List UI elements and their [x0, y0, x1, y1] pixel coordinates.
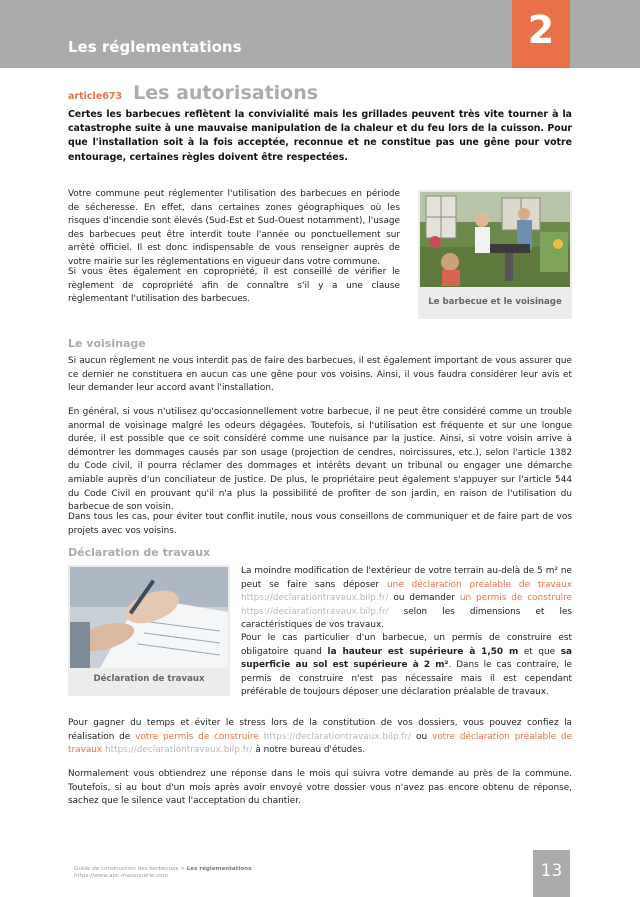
- declaration-writing-image: [70, 567, 228, 668]
- voisinage-paragraph-1: Si aucun règlement ne vous interdit pas de faire des barbecues, il est également important de vous assurer que ce dernier ne constituera en aucun cas une gêne pour vos voisins. Ainsi, il vous faudra considérer leur avis et leur demander leur accord avant l'installation.: [68, 356, 572, 394]
- article-number: article673: [68, 91, 123, 102]
- section1-paragraph-2: Si vous êtes également en copropriété, il est conseillé de vérifier le règlement de copropriété afin de connaître s'il y a une clause règlementant l'utilisation des barbecues.: [68, 267, 400, 305]
- closing-declaration-url[interactable]: https://declarationtravaux.bilp.fr/: [104, 745, 253, 756]
- closing-paragraph-1: Pour gagner du temps et éviter le stress lors de la constitution de vos dossiers, vous pouvez confiez la réalisation de votre permis de construire https://declarationtravaux.bilp.fr/ ou votre déclaration préalable de travaux https://declarationtravaux.bilp.fr/ à notre bureau d'études.: [68, 718, 573, 756]
- intro-paragraph: Certes les barbecues reflètent la convivialité mais les grillades peuvent très vite tourner à la catastrophe suite à une mauvaise manipulation de la chaleur et du feu lors de la cuisson. Pour que l'installation soit à la fois acceptée, reconnue et ne constitue pas une gêne pour votre entourage, certaines règles doivent être respectées.: [68, 109, 572, 163]
- closing-paragraph-2: Normalement vous obtiendrez une réponse dans le mois qui suivra votre demande au près de la commune. Toutefois, si au bout d'un mois après avoir envoyé votre dossier vous n'avez pas encore obtenu de réponse, sachez que le silence vaut l'acceptation du chantier.: [68, 769, 572, 807]
- permis-construire-link[interactable]: un permis de construire: [459, 593, 572, 604]
- declaration-prealable-link[interactable]: une déclaration préalable de travaux: [387, 579, 572, 590]
- footer-url[interactable]: https://www.abc-maconnerie.com: [74, 873, 169, 879]
- voisinage-paragraph-2: En général, si vous n'utilisez qu'occasionnellement votre barbecue, il ne peut être considéré comme un trouble anormal de voisinage malgré les odeurs dégagées. Toutefois, si l'utilisation est fréquente et sur une longue durée, il est possible que ce soit considéré comme une nuisance par la justice. Ainsi, si votre voisin arrive à démontrer les dommages causés par son usage (projection de cendres, noircissures, etc.), selon l'article 1382 du Code civil, il pourra réclamer des dommages et intérêts devant un tribunal ou engager une démarche amiable auprès d'un conciliateur de justice. De plus, le propriétaire peut également s'appuyer sur l'article 544 du Code Civil en prouvant qu'il n'a plus la possibilité de profiter de son jardin, en raison de l'utilisation du barbecue de son voisin.: [68, 407, 572, 513]
- barbecue-photo-card: [418, 190, 572, 319]
- footer-guide-name: Guide de construction des barbecues >: [74, 866, 185, 872]
- permis-construire-url[interactable]: https://declarationtravaux.bilp.fr/: [241, 606, 389, 617]
- page-footer: [74, 866, 251, 880]
- voisinage-title: Le voisinage: [68, 337, 146, 350]
- declaration-prealable-url[interactable]: https://declarationtravaux.bilp.fr/: [241, 593, 389, 604]
- chapter-number: 2: [512, 0, 570, 68]
- article-title: Les autorisations: [133, 82, 319, 104]
- declaration-paragraph-2: Pour le cas particulier d'un barbecue, un permis de construire est obligatoire quand la hauteur est supérieure à 1,50 m et que sa superficie au sol est supérieure à 2 m². Dans le cas contraire, le permis de construire n'est pas nécessaire mais il est cependant préférable de toujours déposer une déclaration préalable de travaux.: [241, 633, 572, 698]
- page-number: 13: [533, 850, 570, 897]
- declaration-paragraph-1: La moindre modification de l'extérieur de votre terrain au-delà de 5 m² ne peut se faire sans déposer une déclaration préalable de travaux https://declarationtravaux.bilp.fr/ ou demander un permis de construire https://declarationtravaux.bilp.fr/ selon les dimensions et les caractéristiques de vos travaux.: [241, 566, 572, 631]
- closing-permis-url[interactable]: https://declarationtravaux.bilp.fr/: [263, 731, 412, 742]
- barbecue-garden-image: [420, 192, 570, 287]
- voisinage-paragraph-3: Dans tous les cas, pour éviter tout conflit inutile, nous vous conseillons de communiquer et de faire part de vos projets avec vos voisins.: [68, 512, 572, 536]
- article-heading: [68, 82, 318, 104]
- page-header: [0, 0, 640, 68]
- declaration-title: Déclaration de travaux: [68, 546, 211, 559]
- closing-permis-link[interactable]: votre permis de construire: [135, 731, 259, 742]
- section1-paragraph-1: Votre commune peut réglementer l'utilisation des barbecues en période de sécheresse. En effet, dans certaines zones géographiques où les risques d'incendie sont élevés (Sud-Est et Sud-Ouest notamment), l'usage des barbecues peut être interdit toute l'année ou ponctuellement sur arrêté officiel. Il est donc indispensable de vous renseigner auprès de votre mairie sur les réglementations en vigueur dans votre commune.: [68, 189, 400, 267]
- barbecue-photo-caption: Le barbecue et le voisinage: [428, 297, 562, 307]
- declaration-photo-caption: Déclaration de travaux: [93, 674, 205, 684]
- closing-declaration-link[interactable]: votre déclaration préalable de travaux: [68, 731, 573, 756]
- header-title: Les réglementations: [68, 38, 242, 56]
- footer-section-name: Les réglementations: [186, 866, 252, 872]
- declaration-photo-card: [68, 565, 230, 696]
